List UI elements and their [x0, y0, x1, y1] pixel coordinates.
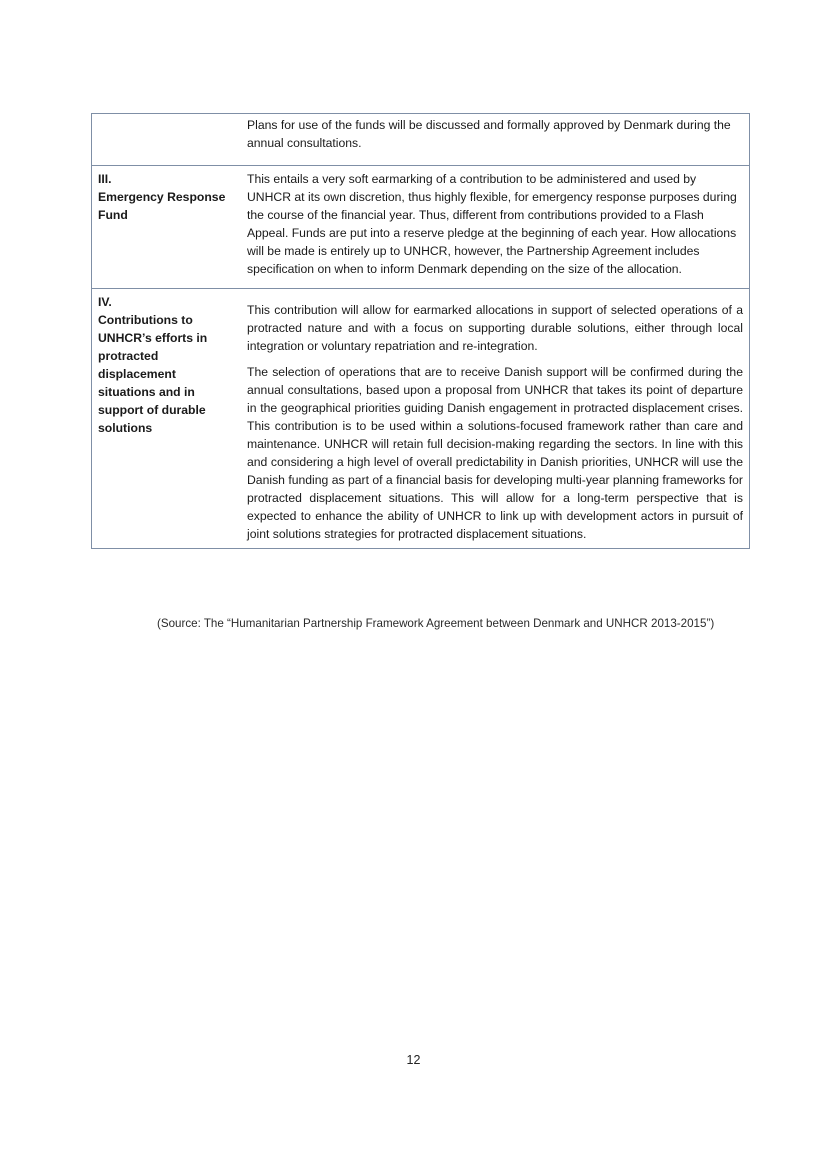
- row-paragraph: This entails a very soft earmarking of a contribution to be administered and used by UNHCR at its own discretion, thus highly flexible, for emergency response purposes during the course of the financial year. Thus, different from contributions provided to a Flash Appeal. Funds are put into a reserve pledge at the beginning of each year. How allocations will be made is entirely up to UNHCR, however, the Partnership Agreement includes specification on when to inform Denmark depending on the size of the allocation.: [247, 172, 737, 276]
- row-paragraph: Plans for use of the funds will be discussed and formally approved by Denmark during the annual consultations.: [247, 118, 731, 150]
- row-description-cell: [240, 289, 749, 548]
- row-description-cell: [240, 166, 749, 288]
- row-number: III.: [98, 172, 112, 186]
- funding-modalities-table: [91, 113, 750, 549]
- row-label-cell: [92, 114, 240, 165]
- row-title-line: protracted: [98, 349, 159, 363]
- row-number: IV.: [98, 295, 112, 309]
- row-title-line: Emergency Response: [98, 190, 226, 204]
- row-title-line: UNHCR’s efforts in: [98, 331, 208, 345]
- row-label-cell: [92, 289, 240, 548]
- source-note: (Source: The “Humanitarian Partnership Framework Agreement between Denmark and UNHCR 2013-2015”): [157, 617, 715, 630]
- table-row: [91, 113, 750, 166]
- row-title-line: situations and in: [98, 385, 195, 399]
- page-number: 12: [406, 1053, 421, 1067]
- row-title-line: Fund: [98, 208, 128, 222]
- row-paragraph: This contribution will allow for earmarked allocations in support of selected operations of a protracted nature and with a focus on supporting durable solutions, either through local integration or voluntary repatriation and re-integration.: [247, 303, 743, 353]
- table-row: [91, 289, 750, 549]
- row-label-cell: [92, 166, 240, 288]
- row-description-cell: [240, 114, 749, 165]
- row-title-line: solutions: [98, 421, 153, 435]
- row-paragraph: The selection of operations that are to receive Danish support will be confirmed during the annual consultations, based upon a proposal from UNHCR that takes its point of departure in the geographical priorities guiding Danish engagement in protracted displacement crises. This contribution is to be used within a solutions-focused framework rather than care and maintenance. UNHCR will retain full decision-making regarding the sectors. In line with this and considering a high level of overall predictability in Danish priorities, UNHCR will use the Danish funding as part of a financial basis for developing multi-year planning frameworks for protracted displacement situations. This will allow for a long-term perspective that is expected to enhance the ability of UNHCR to link up with development actors in pursuit of joint solutions strategies for protracted displacement situations.: [247, 365, 743, 541]
- row-title-line: displacement: [98, 367, 176, 381]
- row-title-line: support of durable: [98, 403, 206, 417]
- row-title-line: Contributions to: [98, 313, 193, 327]
- table-row: [91, 166, 750, 289]
